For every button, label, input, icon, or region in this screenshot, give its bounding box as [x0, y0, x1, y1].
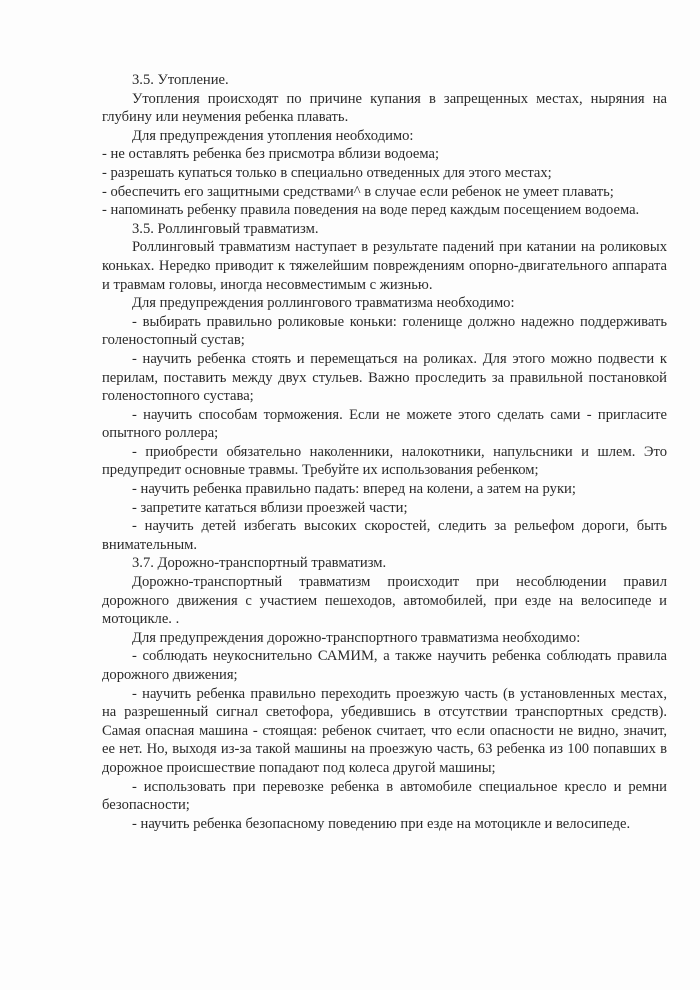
list-item: - соблюдать неукоснительно САМИМ, а также научить ребенка соблюдать правила дорожного движения;	[102, 648, 667, 683]
list-item: - научить ребенка правильно переходить проезжую часть (в установленных местах, на разрешенный сигнал светофора, убедившись в отсутствии транспортных средств). Самая опасная машина - стоящая: ребенок считает, что если опасности не видно, значит, ее нет. Но, выходя из-за такой машины на проезжую часть, 63 ребенка из 100 попавших в дорожное происшествие попадают под колеса другой машины;	[102, 685, 667, 776]
list-item: - выбирать правильно роликовые коньки: голенище должно надежно поддерживать голеностопный сустав;	[102, 313, 667, 349]
list-item: - научить детей избегать высоких скоростей, следить за рельефом дороги, быть внимательным.	[102, 518, 667, 553]
list-item: - приобрести обязательно наколенники, налокотники, напульсники и шлем. Это предупредит основные травмы. Требуйте их использования ребенком;	[102, 443, 667, 479]
paragraph: Для предупреждения роллингового травматизма необходимо:	[132, 295, 515, 312]
section-heading-rolling: 3.5. Роллинговый травматизм.	[132, 220, 319, 237]
list-item: - научить ребенка правильно падать: вперед на колени, а затем на руки;	[132, 481, 576, 498]
section-heading-road-traffic: 3.7. Дорожно-транспортный травматизм.	[132, 555, 387, 572]
paragraph: Для предупреждения утопления необходимо:	[132, 127, 414, 144]
list-item: - обеспечить его защитными средствами^ в случае если ребенок не умеет плавать;	[102, 183, 614, 200]
list-item: - запретите кататься вблизи проезжей части;	[132, 499, 408, 516]
list-item: - научить ребенка безопасному поведению при езде на мотоцикле и велосипеде.	[132, 815, 631, 832]
paragraph: Для предупреждения дорожно-транспортного травматизма необходимо:	[132, 629, 581, 646]
paragraph: Дорожно-транспортный травматизм происходит при несоблюдении правил дорожного движения с участием пешеходов, автомобилей, при езде на велосипеде и мотоцикле. .	[102, 574, 667, 628]
document-body	[102, 71, 667, 833]
list-item: - научить способам торможения. Если не можете этого сделать сами - пригласите опытного роллера;	[102, 406, 667, 442]
list-item: - научить ребенка стоять и перемещаться на роликах. Для этого можно подвести к перилам, поставить между двух стульев. Важно проследить за правильной постановкой голеностопного сустава;	[102, 350, 667, 405]
paragraph: Утопления происходят по причине купания в запрещенных местах, ныряния на глубину или неумения ребенка плавать.	[102, 90, 667, 126]
list-item: - использовать при перевозке ребенка в автомобиле специальное кресло и ремни безопасности;	[102, 778, 667, 814]
list-item: - разрешать купаться только в специально отведенных для этого местах;	[102, 164, 552, 181]
section-heading-drowning: 3.5. Утопление.	[132, 72, 229, 88]
paragraph: Роллинговый травматизм наступает в результате падений при катании на роликовых коньках. Нередко приводит к тяжелейшим повреждениям опорно-двигательного аппарата и травмам головы, иногда несовместимым с жизнью.	[102, 239, 667, 293]
list-item: - не оставлять ребенка без присмотра вблизи водоема;	[102, 146, 440, 163]
list-item: - напоминать ребенку правила поведения на воде перед каждым посещением водоема.	[102, 202, 640, 219]
